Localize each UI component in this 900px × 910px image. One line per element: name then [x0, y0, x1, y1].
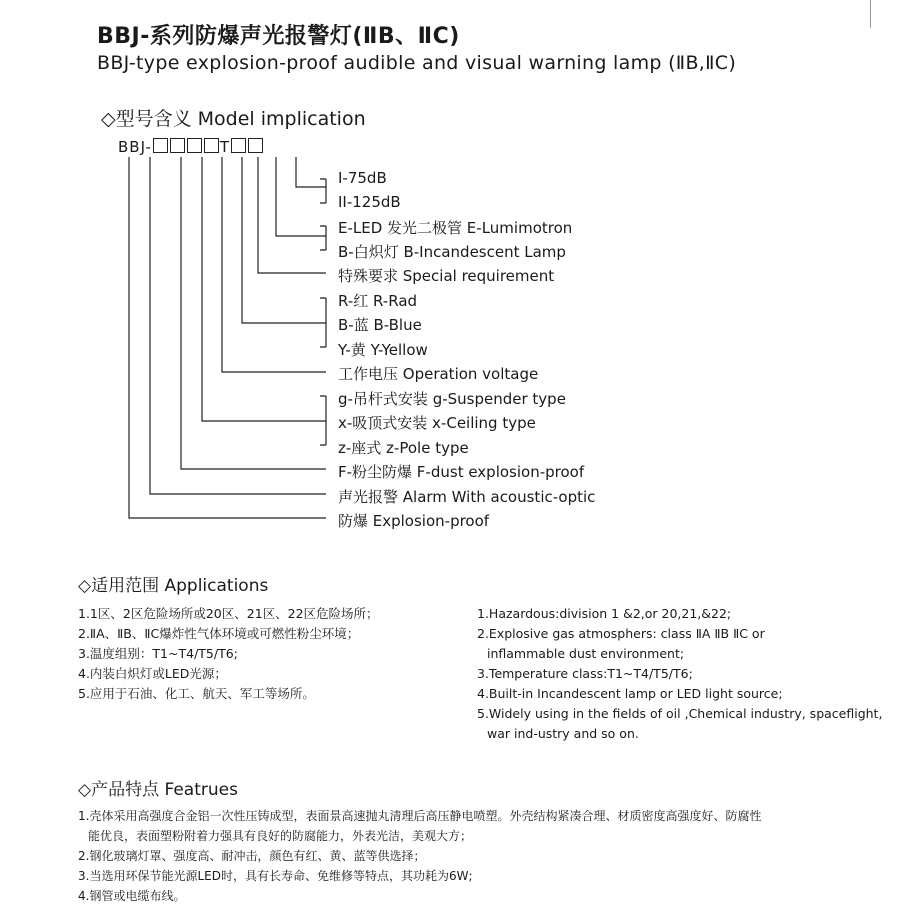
applications-en	[477, 604, 882, 744]
list-item: 2.ⅡA、ⅡB、ⅡC爆炸性气体环境或可燃性粉尘环境；	[78, 626, 360, 641]
list-item: 5.应用于石油、化工、航天、军工等场所。	[78, 686, 315, 701]
label-dust: F-粉尘防爆 F-dust explosion-proof	[338, 463, 585, 481]
page-subtitle: BBJ-type explosion-proof audible and visual warning lamp (ⅡB,ⅡC)	[97, 52, 737, 74]
label-led: E-LED 发光二极管 E-Lumimotron	[338, 219, 573, 237]
list-item: inflammable dust environment;	[487, 646, 685, 661]
label-suspender: g-吊杆式安装 g-Suspender type	[338, 390, 566, 408]
label-125db: II-125dB	[338, 193, 401, 211]
list-item: 1.壳体采用高强度合金铝一次性压铸成型，表面景高速抛丸清理后高压静电喷塑。外壳结构紧凑合理、材质密度高强度好、防腐性	[78, 809, 762, 823]
label-red: R-红 R-Rad	[338, 292, 418, 310]
list-item: 2.钢化玻璃灯罩、强度高、耐冲击，颜色有红、黄、蓝等供选择；	[78, 849, 426, 863]
list-item: 4.Built-in Incandescent lamp or LED light source;	[477, 686, 783, 701]
label-voltage: 工作电压 Operation voltage	[338, 365, 539, 383]
label-incandescent: B-白炽灯 B-Incandescent Lamp	[338, 243, 566, 261]
label-blue: B-蓝 B-Blue	[338, 316, 422, 334]
list-item: 1.1区、2区危险场所或20区、21区、22区危险场所；	[78, 606, 379, 621]
label-explosion-proof: 防爆 Explosion-proof	[338, 512, 490, 530]
features-heading: ◇产品特点 Featrues	[78, 780, 238, 800]
list-item: 4.钢管或电缆布线。	[78, 889, 186, 903]
code-prefix: BBJ-	[118, 138, 152, 156]
label-special: 特殊要求 Special requirement	[338, 267, 555, 285]
list-item: 3.温度组别：T1~T4/T5/T6;	[78, 646, 238, 661]
features-list	[78, 806, 761, 906]
list-item: 3.当选用环保节能光源LED时，具有长寿命、免维修等特点，其功耗为6W;	[78, 869, 473, 883]
label-75db: I-75dB	[338, 169, 387, 187]
list-item: 1.Hazardous:division 1 &2,or 20,21,&22;	[477, 606, 732, 621]
code-t: T	[219, 138, 231, 156]
label-yellow: Y-黄 Y-Yellow	[338, 341, 428, 359]
label-alarm: 声光报警 Alarm With acoustic-optic	[338, 488, 596, 506]
page-title: BBJ-系列防爆声光报警灯(ⅡB、ⅡC)	[97, 24, 460, 49]
label-ceiling: x-吸顶式安装 x-Ceiling type	[338, 414, 536, 432]
list-item: 5.Widely using in the fields of oil ,Chemical industry, spaceflight,	[477, 706, 883, 721]
list-item: 2.Explosive gas atmosphers: class ⅡA ⅡB ⅡC or	[477, 626, 765, 641]
model-heading: ◇型号含义 Model implication	[101, 108, 366, 130]
applications-heading: ◇适用范围 Applications	[78, 576, 269, 596]
list-item: war ind-ustry and so on.	[487, 726, 639, 741]
list-item: 4.内装白炽灯或LED光源；	[78, 666, 227, 681]
label-pole: z-座式 z-Pole type	[338, 439, 469, 457]
list-item: 3.Temperature class:T1~T4/T5/T6;	[477, 666, 693, 681]
applications-cn	[78, 604, 379, 704]
list-item: 能优良，表面塑粉附着力强具有良好的防腐能力，外表光洁，美观大方；	[88, 829, 473, 843]
